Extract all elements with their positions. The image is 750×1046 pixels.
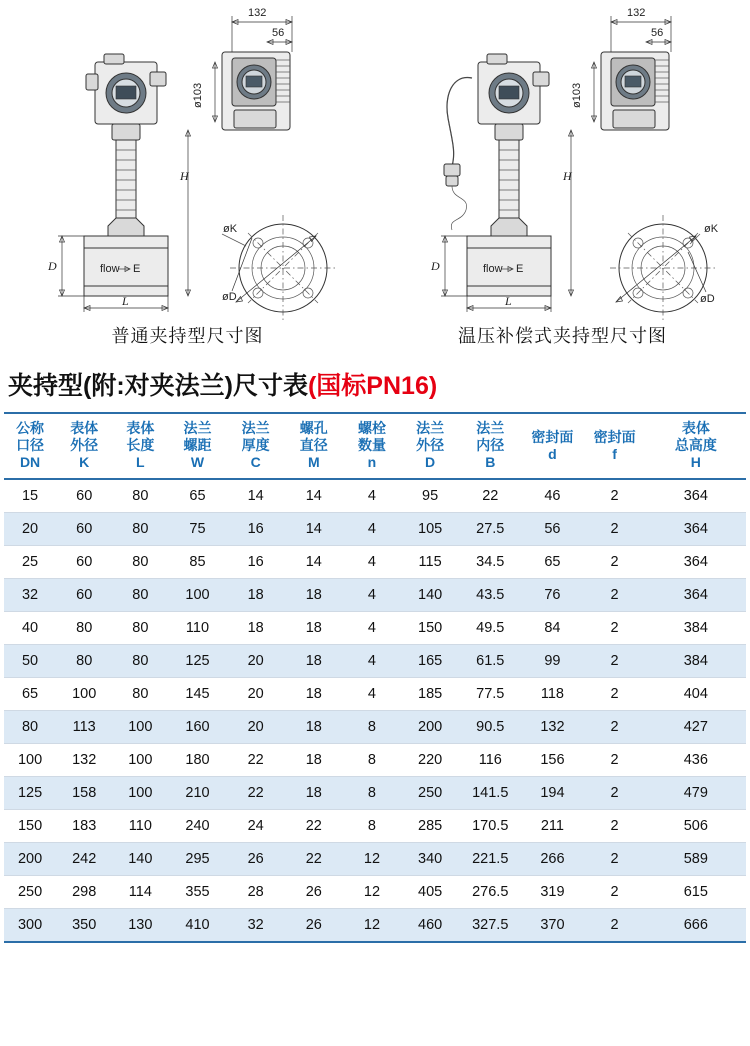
table-cell: 110 — [112, 810, 168, 843]
table-cell: 211 — [521, 810, 583, 843]
table-row — [4, 579, 746, 612]
table-cell: 156 — [521, 744, 583, 777]
svg-text:ø103: ø103 — [192, 82, 204, 108]
table-cell: 22 — [285, 843, 343, 876]
table-cell: 100 — [56, 678, 112, 711]
table-cell: 384 — [646, 645, 746, 678]
table-cell: 150 — [401, 612, 459, 645]
table-cell: 355 — [168, 876, 226, 909]
table-cell: 404 — [646, 678, 746, 711]
table-cell: 436 — [646, 744, 746, 777]
table-cell: 2 — [584, 711, 646, 744]
table-cell: 110 — [168, 612, 226, 645]
col-header-dn: 公称 口径 DN — [4, 413, 56, 479]
table-row — [4, 513, 746, 546]
table-cell: 80 — [112, 546, 168, 579]
table-cell: 340 — [401, 843, 459, 876]
table-cell: 4 — [343, 513, 401, 546]
table-cell: 18 — [285, 711, 343, 744]
table-cell: 14 — [285, 513, 343, 546]
table-cell: 20 — [227, 711, 285, 744]
col-header-c: 法兰 厚度 C — [227, 413, 285, 479]
table-cell: 460 — [401, 909, 459, 943]
table-cell: 20 — [227, 678, 285, 711]
table-cell: 2 — [584, 513, 646, 546]
svg-text:ø103: ø103 — [571, 82, 583, 108]
dimension-table — [4, 412, 746, 943]
table-cell: 15 — [4, 479, 56, 513]
table-cell: 141.5 — [459, 777, 521, 810]
table-cell: 180 — [168, 744, 226, 777]
table-cell: 65 — [521, 546, 583, 579]
svg-text:L: L — [122, 294, 129, 308]
figure-right — [430, 7, 719, 321]
table-cell: 50 — [4, 645, 56, 678]
table-cell: 100 — [112, 711, 168, 744]
table-cell: 2 — [584, 810, 646, 843]
table-cell: 99 — [521, 645, 583, 678]
page-title-main: 夹持型(附:对夹法兰)尺寸表 — [8, 372, 308, 400]
table-cell: 14 — [227, 479, 285, 513]
table-row — [4, 612, 746, 645]
table-cell: 100 — [112, 777, 168, 810]
table-cell: 65 — [168, 479, 226, 513]
table-cell: 2 — [584, 909, 646, 943]
table-cell: 80 — [112, 579, 168, 612]
col-header-l: 表体 长度 L — [112, 413, 168, 479]
table-cell: 220 — [401, 744, 459, 777]
table-cell: 18 — [285, 678, 343, 711]
table-cell: 8 — [343, 810, 401, 843]
table-cell: 95 — [401, 479, 459, 513]
table-cell: 22 — [227, 777, 285, 810]
dimension-drawings — [0, 0, 750, 360]
table-cell: 2 — [584, 876, 646, 909]
table-cell: 26 — [285, 909, 343, 943]
table-row — [4, 876, 746, 909]
table-cell: 18 — [285, 645, 343, 678]
svg-text:132: 132 — [248, 7, 267, 19]
table-cell: 8 — [343, 777, 401, 810]
svg-text:D: D — [431, 259, 440, 273]
table-header-row — [4, 413, 746, 479]
col-header-h: 表体 总高度 H — [646, 413, 746, 479]
col-header-seal-d: 密封面 d — [521, 413, 583, 479]
table-cell: 295 — [168, 843, 226, 876]
table-cell: 2 — [584, 744, 646, 777]
svg-text:E: E — [516, 263, 524, 275]
table-cell: 60 — [56, 546, 112, 579]
table-cell: 22 — [227, 744, 285, 777]
table-row — [4, 909, 746, 943]
table-cell: 14 — [285, 546, 343, 579]
table-cell: 20 — [227, 645, 285, 678]
figure-captions — [0, 322, 750, 348]
table-cell: 2 — [584, 479, 646, 513]
svg-text:E: E — [133, 263, 141, 275]
table-cell: 12 — [343, 876, 401, 909]
table-cell: 22 — [459, 479, 521, 513]
svg-text:flow: flow — [483, 263, 503, 275]
table-cell: 384 — [646, 612, 746, 645]
table-cell: 4 — [343, 678, 401, 711]
table-cell: 589 — [646, 843, 746, 876]
table-cell: 60 — [56, 513, 112, 546]
table-cell: 8 — [343, 711, 401, 744]
svg-text:H: H — [180, 169, 189, 183]
col-header-m: 螺孔 直径 M — [285, 413, 343, 479]
table-row — [4, 678, 746, 711]
table-cell: 80 — [56, 612, 112, 645]
table-cell: 2 — [584, 645, 646, 678]
table-cell: 125 — [168, 645, 226, 678]
table-cell: 100 — [168, 579, 226, 612]
table-cell: 165 — [401, 645, 459, 678]
table-cell: 28 — [227, 876, 285, 909]
table-cell: 276.5 — [459, 876, 521, 909]
table-cell: 132 — [521, 711, 583, 744]
table-cell: 185 — [401, 678, 459, 711]
table-cell: 4 — [343, 612, 401, 645]
table-cell: 61.5 — [459, 645, 521, 678]
svg-text:flow: flow — [100, 263, 120, 275]
table-cell: 405 — [401, 876, 459, 909]
table-cell: 2 — [584, 579, 646, 612]
drawings-svg — [0, 0, 750, 360]
table-cell: 158 — [56, 777, 112, 810]
figure-left — [47, 7, 336, 321]
table-row — [4, 546, 746, 579]
table-cell: 60 — [56, 479, 112, 513]
table-cell: 2 — [584, 612, 646, 645]
table-cell: 2 — [584, 678, 646, 711]
table-body — [4, 479, 746, 942]
table-cell: 145 — [168, 678, 226, 711]
col-header-n: 螺栓 数量 n — [343, 413, 401, 479]
table-cell: 80 — [112, 513, 168, 546]
figure-left-caption: 普通夹持型尺寸图 — [111, 326, 264, 346]
table-row — [4, 744, 746, 777]
table-cell: 76 — [521, 579, 583, 612]
table-cell: 65 — [4, 678, 56, 711]
table-row — [4, 645, 746, 678]
table-cell: 60 — [56, 579, 112, 612]
svg-text:øK: øK — [704, 223, 719, 235]
svg-text:D: D — [48, 259, 57, 273]
table-cell: 43.5 — [459, 579, 521, 612]
table-cell: 75 — [168, 513, 226, 546]
table-cell: 364 — [646, 513, 746, 546]
table-cell: 410 — [168, 909, 226, 943]
table-cell: 327.5 — [459, 909, 521, 943]
table-cell: 116 — [459, 744, 521, 777]
col-header-k: 表体 外径 K — [56, 413, 112, 479]
table-cell: 4 — [343, 645, 401, 678]
table-cell: 80 — [112, 678, 168, 711]
table-cell: 183 — [56, 810, 112, 843]
table-cell: 77.5 — [459, 678, 521, 711]
table-cell: 49.5 — [459, 612, 521, 645]
table-cell: 32 — [4, 579, 56, 612]
table-cell: 150 — [4, 810, 56, 843]
table-cell: 2 — [584, 777, 646, 810]
table-row — [4, 810, 746, 843]
table-cell: 18 — [285, 612, 343, 645]
table-cell: 266 — [521, 843, 583, 876]
col-header-seal-f: 密封面 f — [584, 413, 646, 479]
table-cell: 240 — [168, 810, 226, 843]
table-cell: 300 — [4, 909, 56, 943]
table-cell: 12 — [343, 843, 401, 876]
table-cell: 132 — [56, 744, 112, 777]
table-row — [4, 777, 746, 810]
table-cell: 32 — [227, 909, 285, 943]
table-cell: 4 — [343, 546, 401, 579]
table-cell: 479 — [646, 777, 746, 810]
table-cell: 210 — [168, 777, 226, 810]
table-cell: 506 — [646, 810, 746, 843]
table-cell: 319 — [521, 876, 583, 909]
svg-text:øD: øD — [700, 293, 715, 305]
table-cell: 370 — [521, 909, 583, 943]
svg-text:56: 56 — [651, 27, 664, 39]
table-cell: 22 — [285, 810, 343, 843]
col-header-w: 法兰 螺距 W — [168, 413, 226, 479]
table-cell: 20 — [4, 513, 56, 546]
page-title-standard: (国标PN16) — [307, 372, 438, 400]
table-cell: 16 — [227, 513, 285, 546]
table-cell: 194 — [521, 777, 583, 810]
table-cell: 46 — [521, 479, 583, 513]
table-cell: 200 — [401, 711, 459, 744]
table-cell: 90.5 — [459, 711, 521, 744]
table-cell: 285 — [401, 810, 459, 843]
svg-text:øD: øD — [222, 291, 237, 303]
table-cell: 100 — [4, 744, 56, 777]
table-cell: 170.5 — [459, 810, 521, 843]
table-cell: 80 — [56, 645, 112, 678]
table-cell: 84 — [521, 612, 583, 645]
table-cell: 364 — [646, 546, 746, 579]
svg-text:H: H — [563, 169, 572, 183]
table-cell: 250 — [401, 777, 459, 810]
table-cell: 221.5 — [459, 843, 521, 876]
table-cell: 8 — [343, 744, 401, 777]
table-cell: 18 — [285, 777, 343, 810]
table-cell: 118 — [521, 678, 583, 711]
table-cell: 80 — [4, 711, 56, 744]
table-cell: 16 — [227, 546, 285, 579]
table-cell: 12 — [343, 909, 401, 943]
table-row — [4, 843, 746, 876]
table-cell: 4 — [343, 579, 401, 612]
table-row — [4, 711, 746, 744]
table-cell: 24 — [227, 810, 285, 843]
table-cell: 615 — [646, 876, 746, 909]
table-cell: 666 — [646, 909, 746, 943]
table-cell: 25 — [4, 546, 56, 579]
svg-text:øK: øK — [223, 223, 238, 235]
table-cell: 242 — [56, 843, 112, 876]
table-cell: 18 — [227, 612, 285, 645]
table-cell: 18 — [285, 744, 343, 777]
table-cell: 85 — [168, 546, 226, 579]
table-cell: 113 — [56, 711, 112, 744]
table-cell: 160 — [168, 711, 226, 744]
table-cell: 18 — [227, 579, 285, 612]
table-cell: 2 — [584, 843, 646, 876]
table-cell: 18 — [285, 579, 343, 612]
svg-text:L: L — [505, 294, 512, 308]
table-cell: 125 — [4, 777, 56, 810]
table-cell: 80 — [112, 645, 168, 678]
table-cell: 80 — [112, 479, 168, 513]
table-cell: 130 — [112, 909, 168, 943]
table-cell: 140 — [112, 843, 168, 876]
table-cell: 56 — [521, 513, 583, 546]
table-cell: 140 — [401, 579, 459, 612]
table-cell: 4 — [343, 479, 401, 513]
col-header-d: 法兰 外径 D — [401, 413, 459, 479]
table-cell: 27.5 — [459, 513, 521, 546]
figure-right-caption: 温压补偿式夹持型尺寸图 — [458, 326, 667, 346]
table-cell: 200 — [4, 843, 56, 876]
table-cell: 364 — [646, 479, 746, 513]
table-cell: 250 — [4, 876, 56, 909]
table-cell: 26 — [227, 843, 285, 876]
col-header-b: 法兰 内径 B — [459, 413, 521, 479]
svg-text:56: 56 — [272, 27, 285, 39]
table-cell: 26 — [285, 876, 343, 909]
table-cell: 115 — [401, 546, 459, 579]
table-cell: 105 — [401, 513, 459, 546]
svg-text:132: 132 — [627, 7, 646, 19]
table-cell: 34.5 — [459, 546, 521, 579]
table-cell: 114 — [112, 876, 168, 909]
table-cell: 2 — [584, 546, 646, 579]
table-cell: 364 — [646, 579, 746, 612]
table-cell: 350 — [56, 909, 112, 943]
table-cell: 14 — [285, 479, 343, 513]
table-cell: 298 — [56, 876, 112, 909]
table-cell: 80 — [112, 612, 168, 645]
table-cell: 100 — [112, 744, 168, 777]
table-cell: 40 — [4, 612, 56, 645]
table-row — [4, 479, 746, 513]
page-title — [8, 366, 750, 402]
table-cell: 427 — [646, 711, 746, 744]
